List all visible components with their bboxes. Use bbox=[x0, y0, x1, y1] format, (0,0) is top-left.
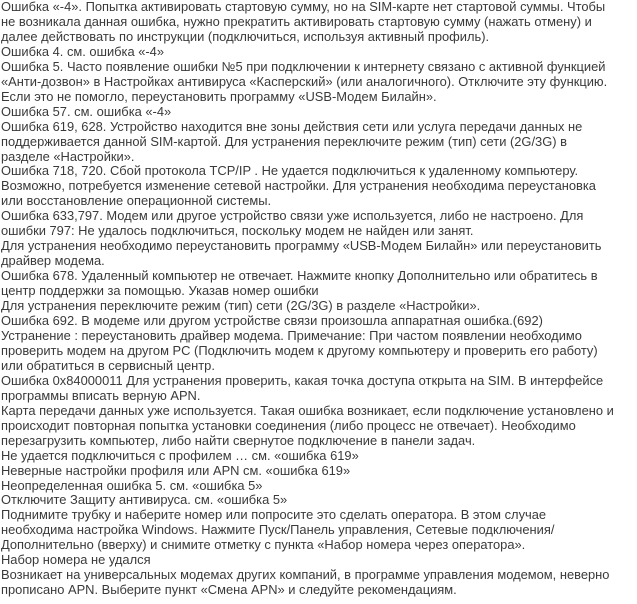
text-line: или восстановление операционной системы. bbox=[1, 194, 272, 209]
text-line: Отключите Защиту антивируса. см. «ошибка 5» bbox=[1, 493, 288, 508]
text-line: Не удается подключиться с профилем … см. «ошибка 619» bbox=[1, 448, 359, 463]
text-line: перезагрузить компьютер, либо найти свернутое подключение в панели задач. bbox=[1, 433, 476, 448]
text-line: проверить модем на другом PC (Подключить модем к другому компьютеру и проверить его работу) bbox=[1, 343, 598, 358]
text-line: Ошибка 678. Удаленный компьютер не отвечает. Нажмите кнопку Дополнительно или обратитесь в bbox=[1, 269, 598, 284]
text-line: Ошибка 4. см. ошибка «-4» bbox=[1, 44, 164, 59]
text-line: происходит повторная попытка установки соединения (либо процесс не отвечает). Необходимо bbox=[1, 418, 576, 433]
text-line: Неопределенная ошибка 5. см. «ошибка 5» bbox=[1, 478, 263, 493]
text-line: Ошибка 633,797. Модем или другое устройство связи уже используется, либо не настроено. Для bbox=[1, 209, 584, 224]
text-line: Возможно, потребуется изменение сетевой настройки. Для устранения необходима переустановка bbox=[1, 179, 596, 194]
text-line: Если это не помогло, переустановить программу «USB-Модем Билайн». bbox=[1, 89, 437, 104]
text-line: Ошибка 0x84000011 Для устранения проверить, какая точка доступа открыта на SIM. В интерфейсе bbox=[1, 373, 604, 388]
text-line: программы вписать верную APN. bbox=[1, 388, 201, 403]
text-line: Ошибка «-4». Попытка активировать стартовую сумму, но на SIM-карте нет стартовой суммы. Чтобы bbox=[1, 0, 606, 14]
text-line: прописано APN. Выберите пункт «Смена APN» и следуйте рекомендациям. bbox=[1, 583, 457, 598]
text-line: поддерживается данной SIM-картой. Для устранения переключите режим (тип) сети (2G/3G) в bbox=[1, 134, 567, 149]
text-line: Ошибка 718, 720. Сбой протокола TCP/IP . Не удается подключиться к удаленному компьютеру. bbox=[1, 164, 579, 179]
text-line: Ошибка 5. Часто появление ошибки №5 при подключении к интернету связано с активной функцией bbox=[1, 59, 606, 74]
text-line: Неверные настройки профиля или APN см. «ошибка 619» bbox=[1, 463, 351, 478]
text-line: не возникала данная ошибка, нужно прекратить активировать стартовую сумму (нажать отмену) и bbox=[1, 14, 592, 29]
text-line: ошибки 797: Не удалось подключиться, поскольку модем не найден или занят. bbox=[1, 224, 474, 239]
text-line: «Анти-дозвон» в Настройках антивируса «Касперский» (или аналогичного). Отключите эту функцию. bbox=[1, 74, 608, 89]
text-line: Дополнительно (вверху) и снимите отметку с пункта «Набор номера через оператора». bbox=[1, 538, 526, 553]
text-line: Ошибка 692. В модеме или другом устройстве связи произошла аппаратная ошибка.(692) bbox=[1, 314, 543, 329]
text-line: драйвер модема. bbox=[1, 254, 105, 269]
text-line: необходима настройка Windows. Нажмите Пуск/Панель управления, Сетевые подключения/ bbox=[1, 523, 555, 538]
text-line: Поднимите трубку и наберите номер или попросите это сделать оператора. В этом случае bbox=[1, 508, 547, 523]
text-line: или обратиться в сервисный центр. bbox=[1, 358, 215, 373]
text-line: далее действовать по инструкции (подключиться, используя активный профиль). bbox=[1, 29, 490, 44]
text-line: Возникает на универсальных модемах других компаний, в программе управления модемом, неверно bbox=[1, 568, 610, 583]
text-line: Карта передачи данных уже используется. Такая ошибка возникает, если подключение установлено и bbox=[1, 403, 614, 418]
text-line: Набор номера не удался bbox=[1, 553, 151, 568]
text-line: Устранение : переустановить драйвер модема. Примечание: При частом появлении необходимо bbox=[1, 328, 582, 343]
text-line: Для устранения необходимо переустановить программу «USB-Модем Билайн» или переустановить bbox=[1, 239, 602, 254]
text-line: Ошибка 57. см. ошибка «-4» bbox=[1, 104, 172, 119]
text-line: Для устранения переключите режим (тип) сети (2G/3G) в разделе «Настройки». bbox=[1, 299, 481, 314]
text-line: разделе «Настройки». bbox=[1, 149, 135, 164]
text-line: Ошибка 619, 628. Устройство находится вне зоны действия сети или услуга передачи данных не bbox=[1, 119, 583, 134]
text-line: центр поддержки за помощью. Указав номер ошибки bbox=[1, 284, 319, 299]
